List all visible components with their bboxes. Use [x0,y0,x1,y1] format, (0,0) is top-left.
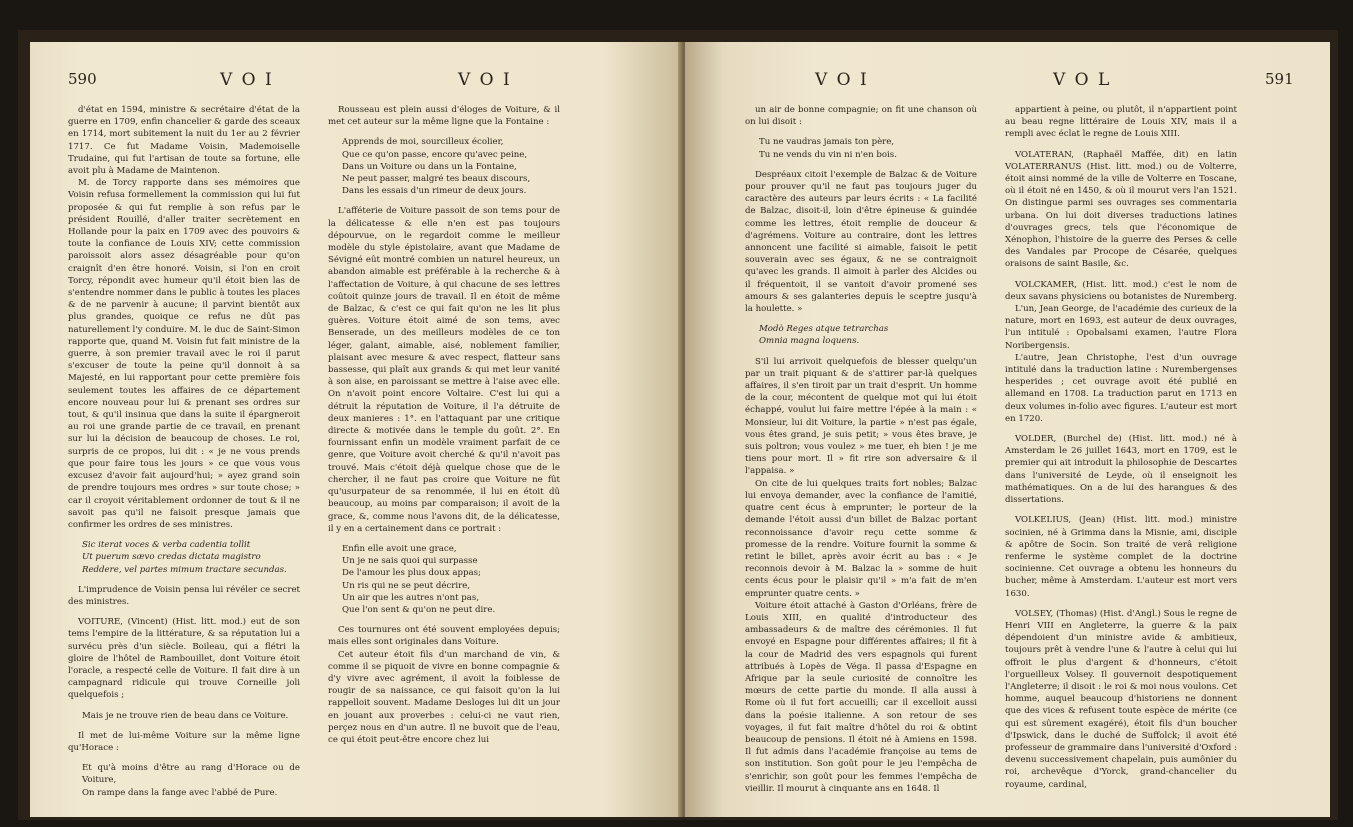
verse-line: Tu ne vends du vin ni n'en bois. [759,149,897,160]
left-page-header [30,70,683,96]
left-page [30,42,683,817]
verse-line: Dans les essais d'un rimeur de deux jours. [342,186,527,197]
entry-volder: VOLDER, (Burchel de) (Hist. litt. mod.) né à Amsterdam le 26 juillet 1643, mort en 1709, est le premier qui ait introduit la philosophie de Descartes dans l'université de Leyde, où il enseignoit les mathématiques. On a de lui des harangues & des dissertations. [1005,434,1237,506]
verse-line: Un air que les autres n'ont pas, [342,592,480,603]
latin-quote-1: Modò Reges atque tetrarchas [759,324,889,335]
latin-quote-2: Omnia magna loquens. [759,336,860,347]
paragraph: d'état en 1594, ministre & secrétaire d'état de la guerre en 1709, enfin chancelier & garde des sceaux en 1714, mort subitement la nuit du 1er au 2 février 1717. Ce fut Madame Voisin, Mademoiselle Trudaine, qui fut l'artisan de toute sa fortune, elle avoit plu à Madame de Maintenon. [68,105,300,177]
verse-line: Que ce qu'on passe, encore qu'avec peine, [342,149,528,160]
right-page-header [685,70,1330,96]
entry-volckamer: VOLCKAMER, (Hist. litt. mod.) c'est le nom de deux savans physiciens ou botanistes de Nuremberg. [1005,279,1237,302]
verse-line: Un ris qui ne se peut décrire, [342,580,471,591]
left-page-number: 590 [68,70,97,88]
paragraph: un air de bonne compagnie; on fit une chanson où on lui disoit : [745,105,977,128]
paragraph: L'imprudence de Voisin pensa lui révéler ce secret des ministres. [68,584,300,607]
paragraph: S'il lui arrivoit quelquefois de blesser quelqu'un par un trait piquant & de s'attirer par-là quelques affaires, il s'en tiroit par un trait d'esprit. Un homme de la cour, mécontent de quelque mot qui lui étoit échappé, voulut lui faire mettre l'épée à la main : « Monsieur, lui dit Voiture, la partie » n'est pas égale, vous êtes grand, je suis petit; » vous êtes brave, je suis poltron; vous voulez » me tuer, eh bien ! je me tiens pour mort. Il » fit rire son adversaire & il l'appaisa. » [745,356,977,477]
latin-quote-1: Sic iterat voces & verba cadentia tollit [82,540,251,551]
paragraph: On cite de lui quelques traits fort nobles; Balzac lui envoya demander, avec la confiance de l'amitié, quatre cent écus à emprunter; le porteur de la demande l'étoit aussi d'un billet de Balzac portant reconnoissance d'avoir reçu cette somme & promesse de la rendre. Voiture fournit la somme & retint le billet, après avoir écrit au bas : « Je reconnois devoir à M. Balzac la » somme de huit cents écus pour le plaisir qu'il » m'a fait de m'en emprunter quatre cents. » [745,478,977,599]
entry-volaterran: VOLATERAN, (Raphaël Maffée, dit) en latin VOLATERRANUS (Hist. litt. mod.) ou de Volterre, étoit ainsi nommé de la ville de Volterre en Toscane, où il étoit né en 1450, & où il mourut vers l'an 1521. On distingue parmi ses ouvrages ses commentaria urbana. On lui doit diverses traductions latines d'ouvrages grecs, tels que l'économique de Xénophon, l'histoire de la guerre des Perses & celle des Vandales par Procope de Césarée, quelques oraisons de saint Basile, &c. [1005,149,1237,270]
paragraph: Il met de lui-même Voiture sur la même ligne qu'Horace : [68,730,300,753]
right-page-number: 591 [1265,70,1294,88]
paragraph: Despréaux citoit l'exemple de Balzac & de Voiture pour prouver qu'il ne faut pas toujours juger du caractère des auteurs par leurs écrits : « La facilité de Balzac, disoit-il, loin d'être épineuse & guindée comme les lettres, étoit remplie de douceur & d'agrémens. Voiture au contraire, dont les lettres annoncent une facilité si aimable, faisoit le petit souverain avec ses égaux, & ne se contraignoit qu'avec les grands. Il aimoit à parler des Alcides ou il fréquentoit, il se vantoit d'avoir promené ses amours & ses galanteries depuis le sceptre jusqu'à la houlette. » [745,169,977,315]
paragraph: Rousseau est plein aussi d'éloges de Voiture, & il met cet auteur sur la même ligne que la Fontaine : [328,105,560,128]
verse-line: Que l'on sent & qu'on ne peut dire. [342,604,496,615]
right-headword-2: V O L [1053,70,1112,90]
right-column-2 [1005,104,1237,804]
verse-line: Et qu'à moins d'être au rang d'Horace ou de Voiture, [82,763,300,786]
paragraph: Cet auteur étoit fils d'un marchand de vin, & comme il se piquoit de vivre en bonne compagnie & d'y vivre avec agrément, il avoit la foiblesse de rougir de sa naissance, ce qui faisoit qu'on la lui rappelloit souvent. Madame Desloges lui dit un jour en jouant aux proverbes : celui-ci ne vaut rien, perçez nous en d'un autre. Il ne buvoit que de l'eau, ce qui étoit peut-être encore chez lui [328,649,560,745]
paragraph: Voiture étoit attaché à Gaston d'Orléans, frère de Louis XIII, en qualité d'introducteur des ambassadeurs & de maître des cérémonies. Il fut envoyé en Espagne pour différentes affaires; il fit à la cour de Madrid des vers espagnols qui furent attribués à Lopès de Véga. Il passa d'Espagne en Afrique par la seule curiosité de connoître les mœurs de cette partie du monde. Il alla aussi à Rome où il fut fort accueilli; car il excelloit aussi dans la poésie italienne. A son retour de ses voyages, il fut fait maître d'hôtel du roi & obtint beaucoup de pensions. Il étoit né à Amiens en 1598. Il fut admis dans l'académie françoise au tems de son institution. Son goût pour le jeu l'empêcha de s'enrichir, son goût pour les femmes l'empêcha de vieillir. Il mourut à cinquante ans en 1648. Il [745,600,977,794]
verse-line: Enfin elle avoit une grace, [342,543,457,554]
latin-quote-2: Ut puerum sævo credas dictata magistro [82,552,261,563]
paragraph: L'un, Jean George, de l'académie des curieux de la nature, mort en 1693, est auteur de deux ouvrages, l'un intitulé : Opobalsami examen, l'autre Flora Noribergensis. [1005,304,1237,351]
verse-line: Apprends de moi, sourcilleux écolier, [342,137,504,148]
paragraph: appartient à peine, ou plutôt, il n'appartient point au beau regne littéraire de Louis XIV, mais il a rempli avec éclat le regne de Louis XIII. [1005,105,1237,140]
verse-line: Dans un Voiture ou dans un la Fontaine, [342,161,517,172]
right-column-1 [745,104,977,804]
entry-volsey: VOLSEY, (Thomas) (Hist. d'Angl.) Sous le regne de Henri VIII en Angleterre, la guerre & la paix dépendoient d'un ministre avide & ambitieux, toujours prêt à vendre l'une & l'autre à celui qui lui offroit le plus d'argent & d'honneurs, c'étoit l'orgueilleux Volsey. Il gouvernoit despotiquement l'Angleterre; il disoit : le roi & moi nous voulons. Cet homme, auquel beaucoup d'historiens ne donnent que des vices & refusent toute espèce de mérite (ce qui est sûrement exagéré), étoit fils d'un boucher d'Ipswick, dans le duché de Suffolck; il avoit été professeur de grammaire dans l'université d'Oxford : devenu successivement chapelain, puis aumônier du roi, archevêque d'Yorck, grand-chancelier du royaume, cardinal, [1005,608,1237,790]
paragraph: L'autre, Jean Christophe, l'est d'un ouvrage intitulé dans la traduction latine : Nurembergenses hesperides ; cet ouvrage avoit été publié en allemand en 1708. La traduction parut en 1713 en deux volumes in-folio avec figures. L'auteur est mort en 1720. [1005,352,1237,424]
book-spread [18,30,1338,820]
entry-voiture: VOITURE, (Vincent) (Hist. litt. mod.) eut de son tems l'empire de la littérature, & sa réputation lui a survécu près d'un siècle. Boileau, qui a flétri la gloire de l'hôtel de Rambouillet, dont Voiture étoit l'oracle, a respecté celle de Voiture. Il fait dire à un campagnard ridicule qui trouve Corneille joli quelquefois ; [68,617,300,701]
latin-quote-3: Reddere, vel partes mimum tractare secundas. [82,564,287,575]
left-column-1 [68,104,300,804]
verse-line: Un je ne sais quoi qui surpasse [342,556,478,567]
paragraph: M. de Torcy rapporte dans ses mémoires que Voisin refusa formellement la commission qui lui fut proposée & qui fut remplie à son refus par le président Rouillé, d'aller traiter secrètement en Hollande pour la paix en 1709 avec des pouvoirs & toute la confiance de Louis XIV; cette commission paroissoit alors assez désagréable pour qu'on craignît d'en être honoré. Voisin, si l'on en croit Torcy, répondit avec humeur qu'il étoit bien las de s'entendre nommer dans le public à toutes les places & de ne parvenir à aucune; il parvint bientôt aux plus grandes, quoique ce refus ne dût pas naturellement l'y conduire. M. le duc de Saint-Simon rapporte que, quand M. Voisin fut fait ministre de la guerre, à son premier travail avec le roi il parut s'excuser de toute la peine qu'il donnoit à sa Majesté, en lui rapportant pour cette première fois seulement toutes les affaires de ce département encore nouveau pour lui & prenant ses ordres sur tout, & qu'il insinua que dans la suite il épargneroit au roi une grande partie de ce travail, en prenant sur lui la décision de beaucoup de choses. Le roi, surpris de ce propos, lui dit : « je ne vous prends que pour faire tous les jours » ce que vous vous excusez d'avoir fait aujourd'hui; » ayez grand soin de prendre toujours mes ordres » sur toute chose; » car il croyoit véritablement ordonner de tout & il ne savoit pas qu'il ne faisoit presque jamais que confirmer les ordres de ses ministres. [68,178,300,530]
verse-line: De l'amour les plus doux appas; [342,568,481,579]
right-headword-1: V O I [815,70,869,90]
paragraph: Ces tournures ont été souvent employées depuis; mais elles sont originales dans Voiture. [328,625,560,648]
verse-line: Mais je ne trouve rien de beau dans ce Voiture. [82,710,289,721]
verse-line: Ne peut passer, malgré tes beaux discours, [342,174,531,185]
verse-line: On rampe dans la fange avec l'abbé de Pure. [82,787,278,798]
paragraph: L'afféterie de Voiture passoit de son tems pour de la délicatesse & elle n'en est pas toujours dépourvue, on le regardoit comme le meilleur modèle du style épistolaire, avant que Madame de Sévigné eût montré combien un naturel heureux, un abandon aimable est préférable à la recherche & à l'affectation de Voiture, à qui chacune de ses lettres coûtoit quinze jours de travail. Il en étoit de même de Balzac, & c'est ce qui fait qu'on ne les lit plus guères. Voiture étoit aimé de son tems, avec Benserade, un des meilleurs modèles de ce ton léger, galant, aimable, aisé, noblement familier, plaisant avec mesure & avec respect, flatteur sans bassesse, qui plaît aux grands & qui met leur vanité à son aise, en paroissant se mettre à l'aise avec elle. On n'avoit point encore Voltaire. C'est lui qui a détruit la réputation de Voiture, il l'a détruite de deux manieres : 1°. en l'attaquant par une critique directe & motivée dans le temple du goût. 2°. En fournissant enfin un modèle vraiment parfait de ce genre, que Voiture avoit cherché & qu'il n'avoit pas trouvé. Mais c'étoit déjà quelque chose que de le chercher, il ne faut pas croire que Voiture ne fût qu'usurpateur de sa renommée, il lui en étoit dû beaucoup, au moins par comparaison; il avoit de la grace, &, comme nous l'avons dit, de la délicatesse, il y en a certainement dans ce portrait : [328,206,560,534]
left-column-2 [328,104,560,804]
verse-line: Tu ne vaudras jamais ton père, [759,137,895,148]
left-headword-1: V O I [220,70,274,90]
right-page [685,42,1330,817]
left-headword-2: V O I [458,70,512,90]
entry-volkelius: VOLKELIUS, (Jean) (Hist. litt. mod.) ministre socinien, né à Grimma dans la Misnie, ami, disciple & apôtre de Socin. Son traité de verâ religione renferme le système complet de la doctrine socinienne. Cet ouvrage a obtenu les honneurs du bucher, même à Amsterdam. L'auteur est mort vers 1630. [1005,515,1237,599]
